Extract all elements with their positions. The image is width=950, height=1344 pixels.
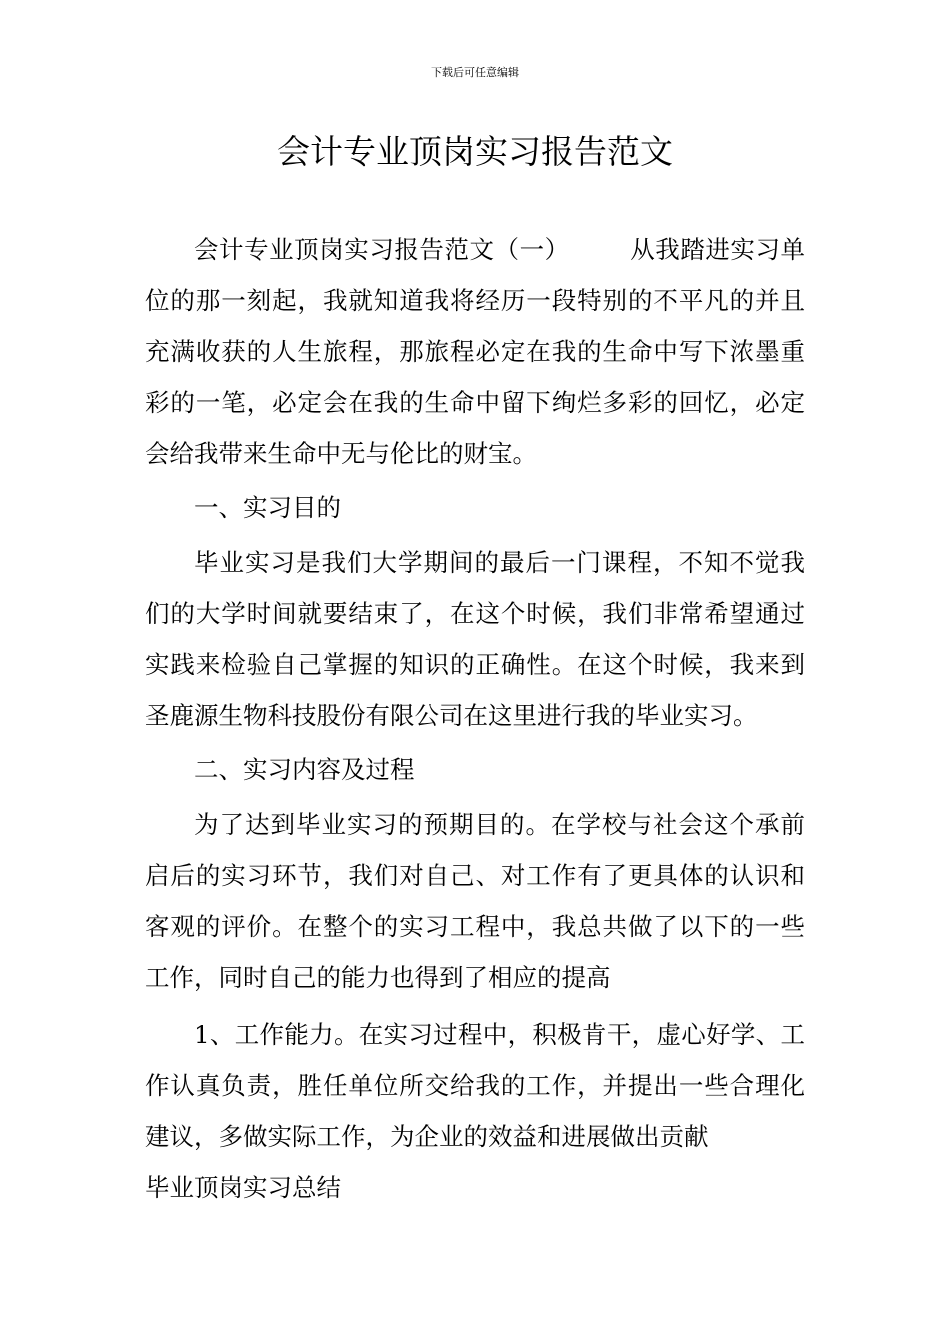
document-body [145,224,805,1213]
section2-heading: 二、实习内容及过程 [194,755,415,784]
header-note: 下载后可任意编辑 [431,66,519,79]
footer-text: 毕业顶岗实习总结 [145,1173,341,1202]
item1-paragraph: 1、工作能力。在实习过程中，积极肯干，虚心好学、工作认真负责，胜任单位所交给我的工作，并提出一些合理化建议，多做实际工作，为企业的效益和进展做出贡献 [145,1020,805,1151]
section1-paragraph: 毕业实习是我们大学期间的最后一门课程，不知不觉我们的大学时间就要结束了，在这个时候，我们非常希望通过实践来检验自己掌握的知识的正确性。在这个时候，我来到圣鹿源生物科技股份有限公司在这里进行我的毕业实习。 [145,548,805,730]
intro-label: 会计专业顶岗实习报告范文（一） [194,235,570,264]
document-title: 会计专业顶岗实习报告范文 [277,132,673,171]
intro-paragraph [145,224,805,479]
intro-text: 从我踏进实习单位的那一刻起，我就知道我将经历一段特别的不平凡的并且充满收获的人生旅程，那旅程必定在我的生命中写下浓墨重彩的一笔，必定会在我的生命中留下绚烂多彩的回忆，必定会给我带来生命中无与伦比的财宝。 [145,235,806,468]
section2-paragraph: 为了达到毕业实习的预期目的。在学校与社会这个承前启后的实习环节，我们对自己、对工作有了更具体的认识和客观的评价。在整个的实习工程中，我总共做了以下的一些工作，同时自己的能力也得到了相应的提高 [145,810,805,992]
section1-heading: 一、实习目的 [194,493,341,522]
